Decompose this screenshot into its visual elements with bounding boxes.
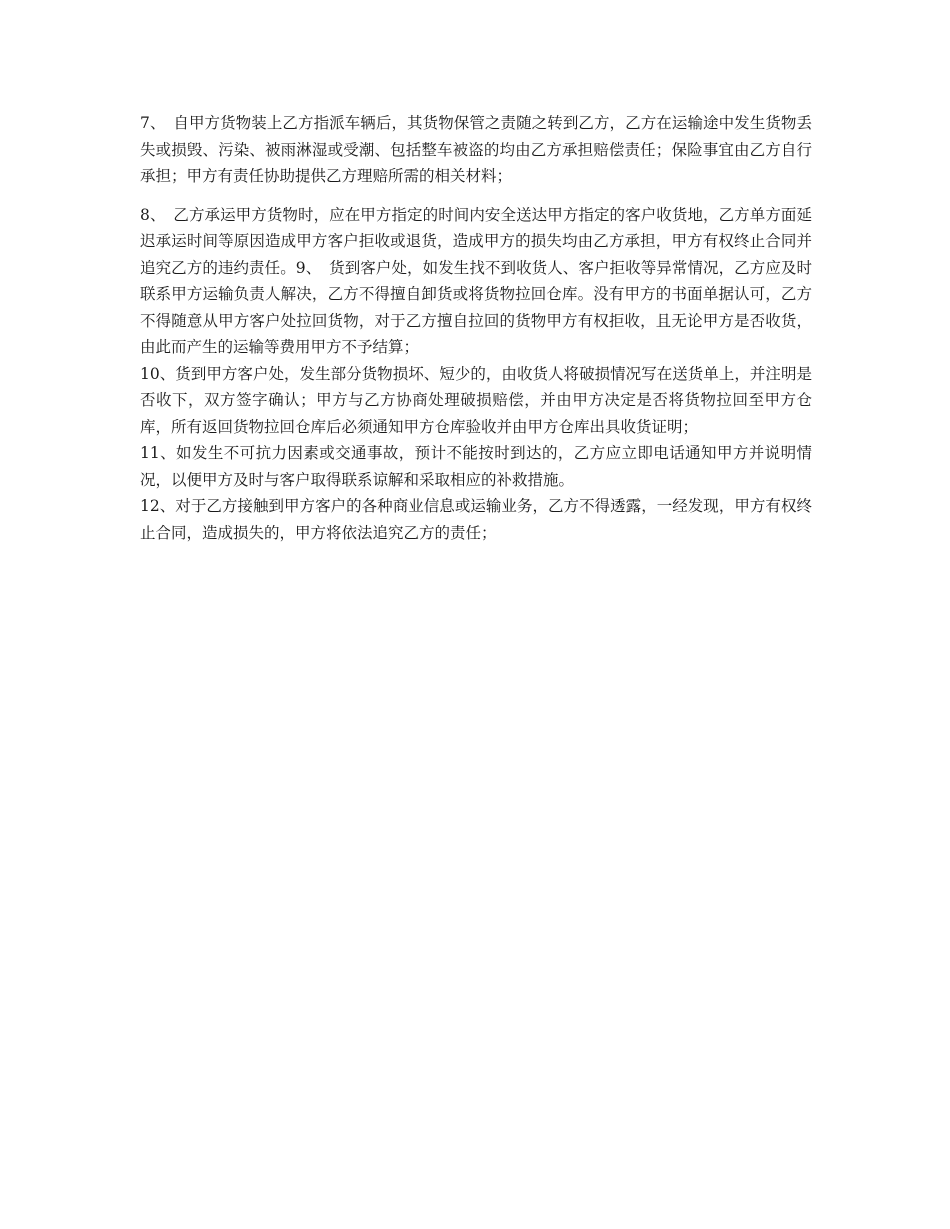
clause-12: [140, 493, 812, 546]
clause-8: [140, 202, 812, 361]
clause-text: 对于乙方接触到甲方客户的各种商业信息或运输业务，乙方不得透露，一经发现，甲方有权终止合同，造成损失的，甲方将依法追究乙方的责任；: [140, 497, 812, 542]
clause-11: [140, 440, 812, 493]
clause-10: [140, 361, 812, 441]
clause-text: 如发生不可抗力因素或交通事故，预计不能按时到达的，乙方应立即电话通知甲方并说明情况，以便甲方及时与客户取得联系谅解和采取相应的补救措施。: [140, 444, 812, 489]
clause-text: 乙方承运甲方货物时，应在甲方指定的时间内安全送达甲方指定的客户收货地，乙方单方面延迟承运时间等原因造成甲方客户拒收或退货，造成甲方的损失均由乙方承担，甲方有权终止合同并追究乙方的违约责任。9、 货到客户处，如发生找不到收货人、客户拒收等异常情况，乙方应及时联系甲方运输负责人解决，乙方不得擅自卸货或将货物拉回仓库。没有甲方的书面单据认可，乙方不得随意从甲方客户处拉回货物，对于乙方擅自拉回的货物甲方有权拒收，且无论甲方是否收货，由此而产生的运输等费用甲方不予结算；: [140, 205, 812, 356]
clause-7: [140, 110, 812, 190]
contract-clauses: [140, 110, 812, 546]
clause-number: 10、: [140, 364, 176, 383]
clause-text: 自甲方货物装上乙方指派车辆后，其货物保管之责随之转到乙方，乙方在运输途中发生货物丢失或损毁、污染、被雨淋湿或受潮、包括整车被盗的均由乙方承担赔偿责任；保险事宜由乙方自行承担；甲方有责任协助提供乙方理赔所需的相关材料；: [140, 114, 812, 185]
clause-text: 货到甲方客户处，发生部分货物损坏、短少的，由收货人将破损情况写在送货单上，并注明是否收下，双方签字确认；甲方与乙方协商处理破损赔偿，并由甲方决定是否将货物拉回至甲方仓库，所有返回货物拉回仓库后必须通知甲方仓库验收并由甲方仓库出具收货证明；: [140, 364, 812, 436]
clause-number: 8、: [140, 205, 158, 224]
clause-number: 12、: [140, 497, 176, 515]
clause-number: 11、: [140, 444, 177, 462]
clause-number: 7、: [140, 114, 158, 132]
